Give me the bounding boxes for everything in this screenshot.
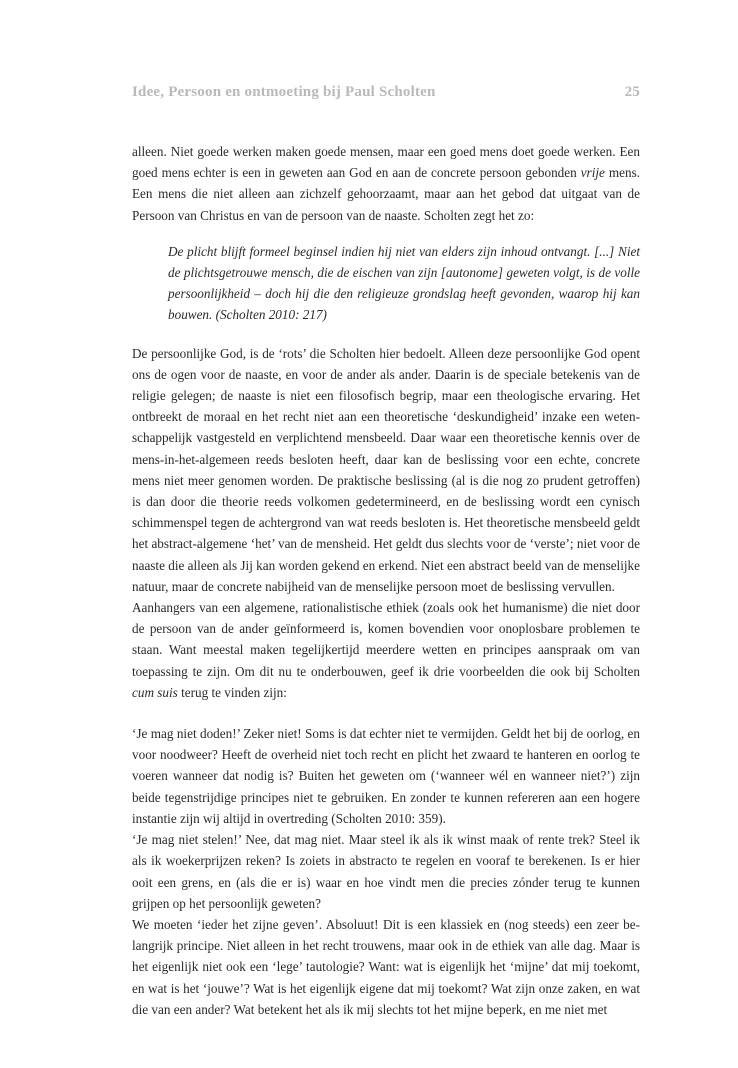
running-header <box>132 84 640 106</box>
main-text <box>132 141 640 1020</box>
paragraph-3 <box>132 597 640 703</box>
paragraph-4: ‘Je mag niet doden!’ Zeker niet! Soms is dat echter niet te vermijden. Geldt het bij de oorlog, en voor noodweer? Heeft de overheid niet toch recht en plicht het zwaard te hanteren en oorlog te voeren wanneer dat nodig is? Buiten het geweten om (‘wanneer wél en wanneer niet?’) zijn beide tegenstrijdige principes niet te gebruiken. En zonder te kunnen refereren aan een hogere instantie zijn wij altijd in overtreding (Scholten 2010: 359). <box>132 726 640 826</box>
page-number: 25 <box>624 84 640 100</box>
paragraph-1-text-a: alleen. Niet goede werken maken goede mensen, maar een goed mens doet goede werken. Een goed mens echter is een in geweten aan God en aan de concrete persoon gebonden <box>132 144 640 181</box>
paragraph-5: ‘Je mag niet stelen!’ Nee, dat mag niet. Maar steel ik als ik winst maak of rente trek? Steel ik als ik woekerprijzen reken? Is zoiets in abstracto te regelen en vooraf te berekenen. Is er hier ooit een grens, en (als die er is) waar en hoe vindt men die precies zónder terug te kunnen grijpen op het persoonlijk geweten? <box>132 832 640 911</box>
paragraph-6: We moeten ‘ieder het zijne geven’. Absoluut! Dit is een klassiek en (nog steeds) een zeer be-langrijk principe. Niet alleen in het recht trouwens, maar ook in de ethiek van alle dag. Maar is het eigenlijk niet ook een ‘lege’ tautologie? Want: wat is eigenlijk het ‘mijne’ dat mij toekomt, en wat is het ‘jouwe’? Wat is het eigenlijk eigene dat mij toekomt? Wat zijn onze zaken, en wat die van een ander? Wat betekent het als ik mij slechts tot het mijne beperk, en me niet met <box>132 916 640 1017</box>
paragraph-3-emphasis: cum suis <box>132 684 178 700</box>
paragraph-1 <box>132 141 640 226</box>
paragraph-2: De persoonlijke God, is de ‘rots’ die Scholten hier bedoelt. Alleen deze persoonlijke God opent ons de ogen voor de naaste, en voor de ander als ander. Daarin is de speciale betekenis van de religie gelegen; de naaste is niet een filosofisch begrip, maar een theologische ervaring. Het ontbreekt de moraal en het recht niet aan een theoretische ‘deskundigheid’ inzake een weten-schappelijk vastgesteld en verplichtend mensbeeld. Daar waar een theoretische kennis over de mens-in-het-algemeen reeds besloten heeft, daar kan de beslissing voor een echte, concrete mens niet meer genomen worden. De praktische beslissing (al is die nog zo prudent getroffen) is dan door die theorie reeds volkomen gedetermineerd, en de beslissing wordt een cynisch schimmenspel tegen de achtergrond van wat reeds besloten is. Het theoretische mensbeeld geldt het abstract-algemene ‘het’ van de mensheid. Het geldt dus slechts voor de ‘verste’; niet voor de naaste die alleen als Jij kan worden gekend en erkend. Niet een abstract beeld van de menselijke natuur, maar de concrete nabijheid van de menselijke persoon moet de beslissing vervullen. <box>132 345 640 594</box>
paragraph-3-text-b: terug te vinden zijn: <box>177 684 287 700</box>
paragraph-spacer <box>132 703 640 723</box>
block-quote: De plicht blijft formeel beginsel indien hij niet van elders zijn inhoud ontvangt. [...] Niet de plichtsgetrouwe mensch, die de eischen van zijn [autonome] geweten volgt, is de volle persoonlijkheid – doch hij die den religieuze grondslag heeft gevonden, waarop hij kan bouwen. (Scholten 2010: 217) <box>168 243 640 323</box>
paragraph-1-text-b: mens. Een mens die niet alleen aan zichzelf gehoorzaamt, maar aan het gebod dat uitgaat van de Persoon van Christus en van de persoon van de naaste. Scholten zegt het zo: <box>132 165 640 223</box>
running-title: Idee, Persoon en ontmoeting bij Paul Scholten <box>132 84 436 100</box>
paragraph-3-text-a: Aanhangers van een algemene, rationalistische ethiek (zoals ook het humanisme) die niet door de persoon van de ander geïnformeerd is, komen bovendien voor onoplosbare problemen te staan. Want meestal maken tegelijkertijd meerdere wetten en principes aanspraak om van toepassing te zijn. Om dit nu te onderbouwen, geef ik drie voorbeelden die ook bij Scholten <box>132 600 640 679</box>
paragraph-1-emphasis: vrije <box>580 165 605 181</box>
